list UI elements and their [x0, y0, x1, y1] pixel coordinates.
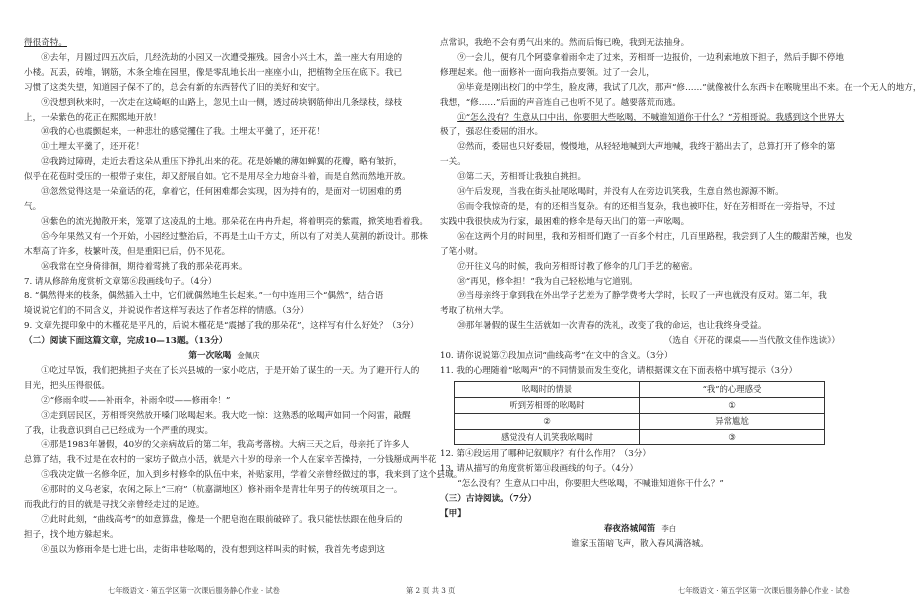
text-line: ⑨一会儿，便有几个阿婆拿着雨伞走了过来，芳相哥一边报价，一边利索地放下担子，然后手脚不停地 — [457, 52, 844, 63]
table-cell: ③ — [640, 429, 825, 445]
text-line: ⑱“再见，修伞担！”我为自己轻松地与它道别。 — [457, 276, 638, 287]
question-11: 11. 我的心理随着“吆喝声”的不同情景而发生变化，请根据课文在下面表格中填写提示（3分） — [440, 365, 798, 376]
essay-line: ④那是1983年暑假，40岁的父亲病故后的第二年，我高考落榜。大病三天之后，母亲托了许多人 — [41, 440, 410, 451]
text-line: 我想，“修……”后面的声音连自己也听不见了。越要落荒而逃。 — [440, 97, 681, 108]
source-citation: （选自《开花的课桌——当代散文佳作选读》） — [663, 336, 840, 347]
text-line: ⑩毕竟是刚出校门的中学生，脸皮薄，我试了几次，那声“修……”就像被什么东西卡在喉咙里出不来。在一个无人的地方， — [457, 82, 921, 93]
footer-right: 七年级语文 · 第五学区第一次课后服务静心作业 · 试卷 — [678, 586, 850, 595]
essay-line: ⑧虽以为修雨伞是七进七出，走街串巷吆喝的，没有想到这样叫卖的时候，我首先考虑到这 — [41, 544, 385, 555]
footer-left: 七年级语文 · 第五学区第一次课后服务静心作业 · 试卷 — [108, 586, 280, 595]
text-line: 习惯了这类失望，知道园子保不了的，总会有新的东西替代了旧的美好和安宁。 — [24, 82, 325, 93]
question-13: 13. 请从描写的角度赏析第⑪段画线的句子。（4分） — [440, 464, 639, 475]
text-line: ⑪土埋太平羹了，还开花！ — [41, 142, 145, 153]
page-number: 第 2 页 共 3 页 — [406, 586, 456, 595]
table-cell: 感觉没有人讥笑我吆喝时 — [455, 429, 640, 445]
question-10: 10. 请你说说第⑦段加点词“曲线高考”在文中的含义。（3分） — [440, 351, 673, 362]
text-line: ⑭紫色的流光抛散开来，笼罩了这凌乱的土地。那朵花在冉冉升起，将着明亮的紫霞，掀笑地看着我。 — [41, 216, 428, 227]
question-9: 9. 文章先提印象中的木槿花是平凡的，后说木槿花是“震撼了我的那朵花”，这样写有什么好处？（3分） — [24, 321, 419, 332]
question-8-cont: 境说说它们的不同含义，并说说作者这样写表达了作者怎样的情感。（3分） — [24, 306, 309, 317]
poem-author: 李白 — [661, 524, 677, 533]
essay-line: 担子，找个地方躲起来。 — [24, 529, 119, 540]
mood-table — [454, 381, 825, 446]
poem-line: 谁家玉笛暗飞声，散入春风满洛城。 — [571, 538, 709, 549]
text-line: 实践中我很快成为行家，最困难的修伞是每天出门的第一声吆喝。 — [440, 216, 690, 227]
table-cell: ② — [455, 413, 640, 429]
text-line: ⑩我的心也震颤起来，一种悲壮的感觉攫住了我。土埋太平羹了，还开花！ — [41, 127, 325, 138]
text-line: ⑭午后发现，当我在街头扯尾吆喝时，并没有人在旁边讥笑我，生意自然也源源不断。 — [457, 187, 784, 198]
text-line: 小楼。瓦丢，砖堆，钢筋，木条全堆在园里，像是零乱地长出一座座小山，把植物全压在底下。我已 — [24, 67, 403, 78]
table-row — [455, 413, 825, 429]
section-2-heading: （二）阅读下面这篇文章，完成10—13题。（13分） — [24, 336, 228, 347]
text-line: ⑫然而，委屈也只好委屈，慢慢地，从轻轻地喊到大声地喊，我终于豁出去了，总算打开了修伞的第 — [457, 142, 836, 153]
text-line: 木犁高了许多，枝繁叶茂，但是重阳已后，仍不见花。 — [24, 246, 231, 257]
table-cell: 听到芳相哥的吆喝时 — [455, 397, 640, 413]
part-jia-label: 【甲】 — [440, 509, 466, 520]
poem-title: 春夜洛城闻笛 李白 — [603, 524, 677, 534]
text-line: ⑮今年果然又有一个开始，小园经过整治后，不再是土山千方丈，所以有了对美人莫割的新设计。那株 — [41, 231, 428, 242]
text-line: ⑳那年暑假的谋生生活就如一次青春的洗礼，改变了我的命运，也让我终身受益。 — [457, 321, 767, 332]
text-line: 似乎在花苞时受压的一根带子束住，却又舒展自如。它不是用尽全力地奋斗着，而是自然而然地开放。 — [24, 172, 411, 183]
essay-line: ⑦此时此刻，“曲线高考”的如意算盘，像是一个肥皂泡在眼前破碎了。我只能怯怯跟在他身后的 — [41, 515, 403, 525]
text-line: 点常识，我绝不会有勇气出来的。然而后悔已晚，我到无法抽身。 — [440, 38, 690, 48]
question-8: 8. “偶然得来的枝条，偶然插入土中，它们就偶然地生长起来。”一句中连用三个“偶然”，结合语 — [24, 291, 384, 302]
text-line: ⑮而令我惊奇的是，有的还相当复杂。有的还相当复杂，我也被吓住，好在芳相哥在一旁指导，不过 — [457, 201, 836, 212]
table-header: “我”的心理感受 — [640, 381, 825, 397]
text-line: 一关。 — [440, 157, 466, 168]
essay-line: ②“修雨伞哎——补雨伞，补雨伞哎——修雨伞！” — [41, 395, 231, 406]
essay-line: 目光，把头压得很低。 — [24, 380, 110, 391]
text-line: 修理起来。他一面修补一面向我指点要领。过了一会儿， — [440, 67, 655, 78]
text-line: ⑯我常在空身倚徘徊，期待着莺挑了我的那朵花再来。 — [41, 261, 248, 272]
essay-author: 金佩庆 — [237, 351, 260, 361]
text-line: ⑰开往义乌的时候，我向芳相哥讨教了修伞的几门手艺的秘密。 — [457, 261, 698, 272]
table-row — [455, 397, 825, 413]
essay-title: 第一次吆喝 金佩庆 — [188, 351, 260, 362]
table-header: 吆喝时的情景 — [455, 381, 640, 397]
text-line: ⑨没想到秋来时，一次走在这崎岖的山路上，忽见土山一侧，透过砖块钢筋伸出几条绿枝，绿枝 — [41, 97, 403, 108]
table-cell: ① — [640, 397, 825, 413]
essay-line: ⑤我决定做一名修伞匠，加入到乡村修伞的队伍中来，补贴家用，学着父亲曾经做过的事，我来到了这个县城。 — [41, 470, 463, 481]
essay-line: ⑥那时的义乌老家，农闲之际上“三府”（杭嘉湖地区）修补雨伞是青壮年男子的传统项目之一。 — [41, 485, 403, 496]
essay-line: ③走到居民区，芳相哥突然放开嗓门吆喝起来。我大吃一惊：这熟悉的吆喝声如同一个闷雷，敲醒 — [41, 410, 411, 421]
underlined-sentence: ⑪“怎么没有？生意从口中出，你要胆大些吆喝，不喊谁知道你干什么？”芳相哥说。我感到这个世界大 — [457, 112, 845, 123]
essay-line: 了我，让我意识到自己已经成为一个严重的现实。 — [24, 425, 214, 436]
text-line: ⑲当母亲终于拿到我在外出学子艺差为了静学费考大学时，长叹了一声也就没有反对。第二年，我 — [457, 291, 827, 302]
text-line: ⑧去年，月圆过四五次后，几经洗劫的小园又一次遭受摧残。园舍小兴土木，盖一座大有用途的 — [41, 52, 403, 63]
section-3-heading: （三）古诗阅读。（7分） — [440, 494, 537, 505]
text-line: ⑯在这两个月的时间里，我和芳相哥们跑了一百多个村庄，几百里路程，我尝到了人生的酸甜苦辣，也发 — [457, 231, 853, 242]
text-line: ⑬第二天，芳相哥让我独自挑担。 — [457, 172, 587, 183]
text-line: ⑫我跨过障碍，走近去看这朵从重压下挣扎出来的花。花是娇嫩的薄如蝉翼的花瓣，略有皱折， — [41, 157, 403, 168]
text-line: 了笔小财。 — [440, 246, 483, 257]
text-line: ⑬忽然觉得这是一朵童话的花，拿着它，任何困难都会实现，因为持有的，是面对一切困难的勇 — [41, 187, 403, 198]
table-header-row — [455, 381, 825, 397]
essay-line: 而我此行的目的就是寻找父亲曾经走过的足迹。 — [24, 500, 205, 511]
right-column — [440, 36, 921, 552]
table-cell: 异常尴尬 — [640, 413, 825, 429]
table-row — [455, 429, 825, 445]
text-line: 上，一朵紫色的花正在熙熙地开放！ — [24, 112, 162, 123]
text-line: 得很奇特。 — [24, 38, 67, 48]
text-line: 气。 — [24, 201, 42, 212]
question-7: 7. 请从修辞角度赏析文章第⑥段画线句子。（4分） — [24, 276, 217, 287]
text-line: 考取了杭州大学。 — [440, 306, 509, 317]
essay-line: 总算了结，我不过是在农村的一家坊子做点小活，就是六十岁的母亲一个人在家辛苦操持，一分钱掰成两半花 — [24, 455, 437, 466]
essay-line: ①吃过早饭，我们把挑担子夹在了长兴县城的一家小吃店，于是开始了谋生的一天。为了避开行人的 — [41, 365, 420, 376]
text-line: 极了，强忍住委屈的泪水。 — [440, 127, 544, 138]
quoted-sentence: “怎么没有？生意从口中出，你要胆大些吆喝，不喊谁知道你干什么？” — [457, 479, 724, 490]
question-12: 12. 第④段运用了哪种记叙顺序？有什么作用？（3分） — [440, 449, 651, 460]
